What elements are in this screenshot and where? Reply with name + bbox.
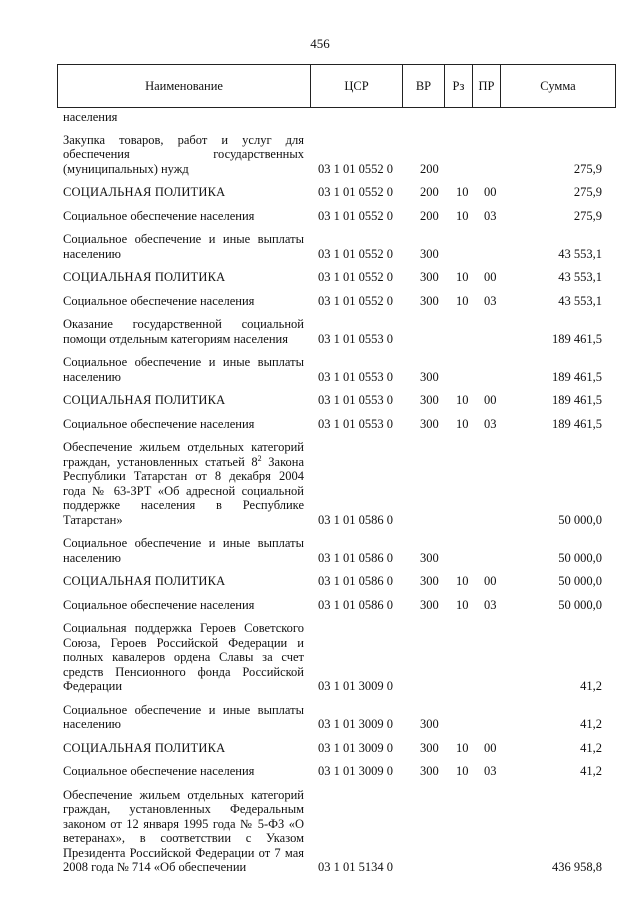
row-rz: 10 bbox=[456, 574, 469, 588]
row-vr: 300 bbox=[420, 369, 439, 384]
table-header bbox=[57, 64, 616, 108]
row-name: СОЦИАЛЬНАЯ ПОЛИТИКА bbox=[63, 270, 226, 284]
row-sum: 436 958,8 bbox=[552, 860, 602, 874]
row-csr: 03 1 01 5134 0 bbox=[318, 860, 393, 874]
row-sum: 43 553,1 bbox=[558, 270, 602, 284]
table-row bbox=[0, 270, 640, 285]
table-row bbox=[0, 621, 640, 694]
row-sum: 189 461,5 bbox=[552, 393, 602, 407]
table-row bbox=[0, 536, 640, 565]
table-row bbox=[0, 317, 640, 346]
row-rz: 10 bbox=[456, 597, 469, 612]
row-sum: 275,9 bbox=[573, 185, 602, 199]
row-name: СОЦИАЛЬНАЯ ПОЛИТИКА bbox=[63, 393, 226, 407]
row-vr: 300 bbox=[420, 764, 439, 778]
row-rz: 10 bbox=[456, 270, 469, 284]
header-rz: Рз bbox=[445, 65, 473, 107]
row-csr: 03 1 01 0553 0 bbox=[318, 331, 393, 346]
row-name: Социальная поддержка Героев Советского Союза, Героев Российской Федерации и полных кавалеров ордена Славы за счет средств Пенсионного фонда Российской Федерации bbox=[63, 621, 304, 693]
row-rz: 10 bbox=[456, 764, 469, 778]
row-sum: 43 553,1 bbox=[558, 246, 602, 261]
row-csr: 03 1 01 0553 0 bbox=[318, 393, 393, 407]
row-pr: 03 bbox=[484, 597, 497, 612]
row-vr: 200 bbox=[420, 161, 439, 176]
row-name: Социальное обеспечение населения bbox=[63, 208, 255, 223]
row-csr: 03 1 01 3009 0 bbox=[318, 679, 393, 693]
row-pr: 00 bbox=[484, 574, 497, 588]
row-csr: 03 1 01 3009 0 bbox=[318, 740, 393, 755]
row-name: Социальное обеспечение и иные выплаты населению bbox=[63, 702, 304, 731]
table-row bbox=[0, 209, 640, 224]
row-pr: 00 bbox=[484, 270, 497, 284]
row-sum: 275,9 bbox=[573, 161, 602, 176]
row-sum: 189 461,5 bbox=[552, 416, 602, 431]
row-pr: 03 bbox=[484, 416, 497, 431]
row-csr: 03 1 01 0552 0 bbox=[318, 293, 393, 308]
row-name: СОЦИАЛЬНАЯ ПОЛИТИКА bbox=[63, 574, 226, 588]
row-csr: 03 1 01 0552 0 bbox=[318, 208, 393, 223]
row-vr: 300 bbox=[420, 597, 439, 612]
row-name: Социальное обеспечение населения bbox=[63, 597, 255, 612]
row-vr: 300 bbox=[420, 717, 439, 731]
table-row bbox=[0, 417, 640, 432]
row-sum: 50 000,0 bbox=[558, 550, 602, 565]
header-csr: ЦСР bbox=[311, 65, 403, 107]
row-csr: 03 1 01 0586 0 bbox=[318, 574, 393, 588]
row-vr: 200 bbox=[420, 185, 439, 199]
row-pr: 00 bbox=[484, 393, 497, 407]
row-csr: 03 1 01 0552 0 bbox=[318, 246, 393, 261]
row-rz: 10 bbox=[456, 208, 469, 223]
row-vr: 300 bbox=[420, 293, 439, 308]
row-rz: 10 bbox=[456, 185, 469, 199]
row-name: Обеспечение жильем отдельных категорий граждан, установленных Федеральным законом от 12 января 1995 года № 5-ФЗ «О ветеранах», в соответствии с Указом Президента Российской Федерации от 7 мая 2008 года № 714 «Об обеспечении bbox=[63, 787, 304, 874]
header-vr: ВР bbox=[403, 65, 445, 107]
row-name: СОЦИАЛЬНАЯ ПОЛИТИКА bbox=[63, 740, 226, 755]
row-sum: 41,2 bbox=[580, 679, 602, 693]
table-row bbox=[0, 133, 640, 177]
row-name: Оказание государственной социальной помощи отдельным категориям населения bbox=[63, 317, 304, 346]
row-name: Закупка товаров, работ и услуг для обеспечения государственных (муниципальных) нужд bbox=[63, 132, 304, 176]
row-name: Социальное обеспечение и иные выплаты населению bbox=[63, 355, 304, 384]
row-name-text: Обеспечение жильем отдельных категорий граждан, установленных статьей 8 bbox=[63, 440, 304, 469]
row-rz: 10 bbox=[456, 416, 469, 431]
table-row bbox=[0, 788, 640, 875]
row-name: Социальное обеспечение и иные выплаты населению bbox=[63, 536, 304, 565]
row-name: Социальное обеспечение населения bbox=[63, 293, 255, 308]
row-vr: 300 bbox=[420, 246, 439, 261]
row-name: Социальное обеспечение и иные выплаты населению bbox=[63, 232, 304, 261]
row-pr: 03 bbox=[484, 293, 497, 308]
row-sum: 189 461,5 bbox=[552, 331, 602, 346]
row-rz: 10 bbox=[456, 393, 469, 407]
row-rz: 10 bbox=[456, 293, 469, 308]
row-sum: 41,2 bbox=[580, 717, 602, 731]
row-csr: 03 1 01 0586 0 bbox=[318, 550, 393, 565]
table-row bbox=[0, 574, 640, 589]
row-sum: 189 461,5 bbox=[552, 369, 602, 384]
row-name-superscript: 2 bbox=[257, 453, 262, 463]
row-vr: 300 bbox=[420, 393, 439, 407]
table-row bbox=[0, 185, 640, 200]
row-name: населения bbox=[63, 110, 118, 124]
header-pr: ПР bbox=[473, 65, 501, 107]
row-csr: 03 1 01 0553 0 bbox=[318, 369, 393, 384]
table-row bbox=[0, 598, 640, 613]
row-name bbox=[63, 440, 304, 527]
row-vr: 200 bbox=[420, 208, 439, 223]
row-sum: 275,9 bbox=[573, 208, 602, 223]
header-name: Наименование bbox=[58, 65, 311, 107]
row-name-text: Закона Республики Татарстан от 8 декабря 2004 года № 63-ЗРТ «Об адресной социальной поддержке населения в Республике Татарстан» bbox=[63, 454, 304, 527]
page-number: 456 bbox=[310, 36, 330, 51]
table-row bbox=[0, 355, 640, 384]
row-vr: 300 bbox=[420, 416, 439, 431]
table-row bbox=[0, 764, 640, 779]
row-vr: 300 bbox=[420, 270, 439, 284]
table-row bbox=[0, 703, 640, 732]
row-sum: 41,2 bbox=[580, 764, 602, 778]
row-csr: 03 1 01 0552 0 bbox=[318, 270, 393, 284]
row-csr: 03 1 01 0553 0 bbox=[318, 416, 393, 431]
row-pr: 03 bbox=[484, 208, 497, 223]
table-body bbox=[0, 110, 640, 875]
row-pr: 00 bbox=[484, 740, 497, 755]
row-sum: 43 553,1 bbox=[558, 293, 602, 308]
row-csr: 03 1 01 0586 0 bbox=[318, 512, 393, 527]
row-name: СОЦИАЛЬНАЯ ПОЛИТИКА bbox=[63, 185, 226, 199]
row-sum: 50 000,0 bbox=[558, 574, 602, 588]
row-pr: 03 bbox=[484, 764, 497, 778]
row-pr: 00 bbox=[484, 185, 497, 199]
table-row bbox=[0, 440, 640, 527]
row-csr: 03 1 01 0552 0 bbox=[318, 161, 393, 176]
row-sum: 50 000,0 bbox=[558, 597, 602, 612]
header-sum: Сумма bbox=[540, 78, 576, 93]
row-csr: 03 1 01 0552 0 bbox=[318, 185, 393, 199]
row-csr: 03 1 01 3009 0 bbox=[318, 764, 393, 778]
row-rz: 10 bbox=[456, 740, 469, 755]
row-vr: 300 bbox=[420, 574, 439, 588]
table-row bbox=[0, 393, 640, 408]
table-row bbox=[0, 294, 640, 309]
table-row bbox=[0, 110, 640, 125]
table-row bbox=[0, 741, 640, 756]
row-vr: 300 bbox=[420, 740, 439, 755]
row-sum: 50 000,0 bbox=[558, 512, 602, 527]
row-csr: 03 1 01 0586 0 bbox=[318, 597, 393, 612]
row-vr: 300 bbox=[420, 550, 439, 565]
row-name: Социальное обеспечение населения bbox=[63, 416, 255, 431]
row-name: Социальное обеспечение населения bbox=[63, 764, 255, 778]
table-row bbox=[0, 232, 640, 261]
row-sum: 41,2 bbox=[580, 740, 602, 755]
row-csr: 03 1 01 3009 0 bbox=[318, 717, 393, 731]
